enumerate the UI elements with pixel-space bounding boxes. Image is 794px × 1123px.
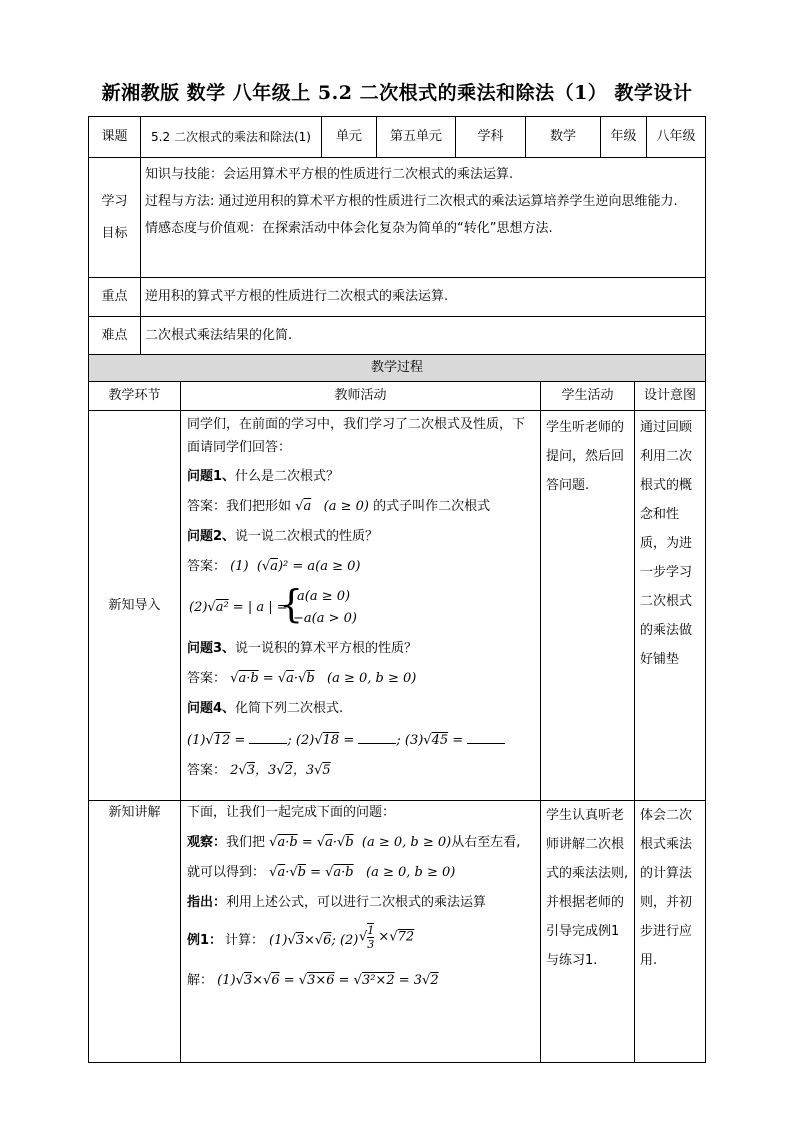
question-2 xyxy=(187,527,535,547)
process-title: 教学过程 xyxy=(370,360,423,375)
example-problem-2: √ $\frac{1}{3}$ ×√72 xyxy=(359,924,415,951)
formula-square-of-sqrt: (1) (√a)² = a(a ≥ 0) xyxy=(230,559,361,574)
teacher-activity-explain xyxy=(187,803,535,991)
objective-knowledge: 知识与技能：会运用算术平方根的性质进行二次根式的乘法运算. xyxy=(145,167,514,182)
answer-2-part1 xyxy=(187,557,535,577)
solution-label: 解： xyxy=(187,973,214,988)
question-1-label: 问题1、 xyxy=(187,469,236,484)
observe-line xyxy=(187,833,535,853)
question-3-text: 说一说积的算术平方根的性质？ xyxy=(235,641,418,656)
formula-reverse-rule: √a·√b = √a·b (a ≥ 0, b ≥ 0) xyxy=(269,865,456,880)
example-text: 计算： xyxy=(225,933,265,948)
question-3 xyxy=(187,639,535,659)
observe-text-b: 从右至左看, xyxy=(451,835,521,850)
student-activity-intro: 学生听老师的提问，然后回答问题. xyxy=(546,420,625,493)
question-3-label: 问题3、 xyxy=(187,641,236,656)
subject-label: 学科 xyxy=(477,129,504,144)
teacher-activity-intro xyxy=(187,413,535,781)
document-title: 新湘教版 数学 八年级上 5.2 二次根式的乘法和除法（1） 教学设计 xyxy=(101,82,693,104)
divider xyxy=(540,381,541,1063)
question-1-text: 什么是二次根式？ xyxy=(235,469,340,484)
student-activity-explain: 学生认真听老师讲解二次根式的乘法法则,并根据老师的引导完成例1与练习1. xyxy=(546,808,629,968)
blank-1 xyxy=(249,729,287,744)
difficulty-text: 二次根式乘法结果的化简. xyxy=(145,327,293,343)
question-2-text: 说一说二次根式的性质？ xyxy=(235,529,379,544)
objectives-label xyxy=(89,158,140,277)
example-line xyxy=(187,923,535,959)
objective-attitude: 情感态度与价值观：在探索活动中体会化复杂为简单的“转化”思想方法. xyxy=(145,221,553,236)
answer-1-suffix: 的式子叫作二次根式 xyxy=(373,499,491,514)
answer-2-label: 答案： xyxy=(187,559,227,574)
answer-2-part2 xyxy=(187,582,535,631)
question-1 xyxy=(187,467,535,487)
objective-process: 过程与方法: 通过逆用积的算术平方根的性质进行二次根式的乘法运算培养学生逆向思维能力. xyxy=(145,194,678,209)
formula-product-rule-2: √a·b = √a·√b (a ≥ 0, b ≥ 0) xyxy=(269,835,452,850)
case-positive: a(a ≥ 0) xyxy=(297,589,351,604)
stage-new-intro: 新知导入 xyxy=(108,597,161,613)
col-design-header: 设计意图 xyxy=(643,388,696,403)
objectives-content xyxy=(145,161,703,275)
case-negative: −a(a > 0) xyxy=(293,611,357,626)
point-label: 指出： xyxy=(187,895,227,910)
question-4 xyxy=(187,699,535,719)
objectives-label-text: 学习目标 xyxy=(101,193,128,241)
col-teacher-header: 教师活动 xyxy=(334,388,387,403)
answer-3 xyxy=(187,669,535,689)
formula-sqrt-a: √a (a ≥ 0) xyxy=(295,499,369,514)
divider xyxy=(180,381,181,1063)
unit-value: 第五单元 xyxy=(389,129,442,144)
point-line xyxy=(187,893,535,913)
course-value: 5.2 二次根式的乘法和除法(1) xyxy=(151,130,311,144)
col-stage-header: 教学环节 xyxy=(108,388,161,403)
blank-3 xyxy=(467,729,505,744)
question-4-label: 问题4、 xyxy=(187,701,236,716)
solution-line xyxy=(187,971,535,991)
explain-intro: 下面，让我们一起完成下面的问题： xyxy=(187,805,396,820)
divider xyxy=(88,157,706,158)
solution-formula: (1)√3×√6 = √3×6 = √3²×2 = 3√2 xyxy=(217,973,439,988)
unit-label: 单元 xyxy=(335,129,362,144)
formula-sqrt-of-square: (2)√a² = | a | = xyxy=(189,600,288,615)
observe-result xyxy=(187,863,535,883)
intro-text: 同学们，在前面的学习中，我们学习了二次根式及性质，下面请同学们回答： xyxy=(187,417,526,455)
design-intent-intro: 通过回顾利用二次根式的概念和性质，为进一步学习二次根式的乘法做好铺垫 xyxy=(640,420,693,667)
answer-3-label: 答案： xyxy=(187,671,227,686)
col-student-header: 学生活动 xyxy=(561,388,614,403)
design-intent-explain: 体会二次根式乘法的计算法则，并初步进行应用. xyxy=(640,808,693,968)
example-label: 例1： xyxy=(187,933,223,948)
observe-text-a: 我们把 xyxy=(226,835,266,850)
course-label: 课题 xyxy=(101,129,128,144)
divider xyxy=(634,381,635,1063)
key-point-label: 重点 xyxy=(101,289,128,304)
answer-1-prefix: 答案：我们把形如 xyxy=(187,499,292,514)
brace-icon: { xyxy=(279,582,304,626)
exercise-simplify: (1)√12 = ; (2)√18 = ; (3)√45 = xyxy=(187,729,535,751)
stage-new-explain: 新知讲解 xyxy=(108,805,161,820)
table-border-right xyxy=(705,116,706,1063)
difficulty-label: 难点 xyxy=(101,327,128,343)
grade-label: 年级 xyxy=(610,129,637,144)
answer-4 xyxy=(187,761,535,781)
subject-value: 数学 xyxy=(549,129,576,144)
blank-2 xyxy=(358,729,396,744)
example-problem-1: (1)√3×√6; (2) xyxy=(269,933,359,948)
observe-label: 观察： xyxy=(187,835,227,850)
formula-product-rule: √a·b = √a·√b (a ≥ 0, b ≥ 0) xyxy=(230,671,417,686)
question-2-label: 问题2、 xyxy=(187,529,236,544)
answer-4-label: 答案： xyxy=(187,763,227,778)
answer-4-values: 2√3，3√2，3√5 xyxy=(230,763,331,778)
observe-text-c: 就可以得到： xyxy=(187,865,266,880)
question-4-text: 化简下列二次根式. xyxy=(235,701,344,716)
answer-1 xyxy=(187,497,535,517)
grade-value: 八年级 xyxy=(656,129,696,144)
point-text: 利用上述公式，可以进行二次根式的乘法运算 xyxy=(226,895,487,910)
key-point-text: 逆用积的算式平方根的性质进行二次根式的乘法运算. xyxy=(145,289,449,304)
